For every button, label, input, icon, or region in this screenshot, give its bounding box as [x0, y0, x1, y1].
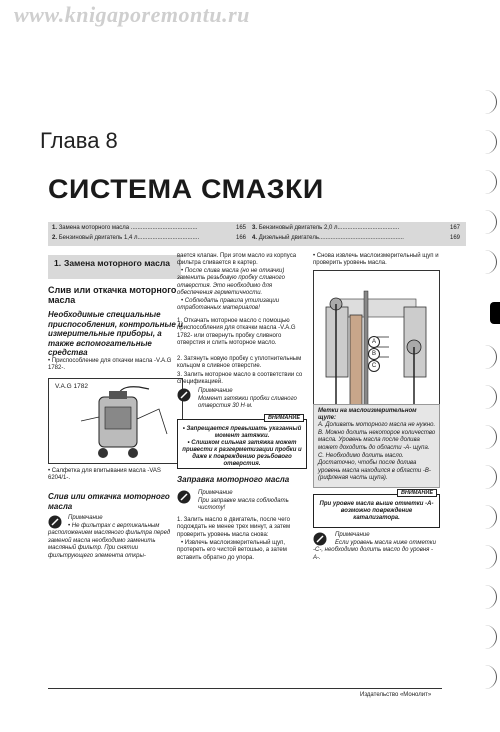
toc-item: 2. Бензиновый двигатель 1,4 л..................................... — [52, 235, 200, 241]
toc-item: 1. Замена моторного масла ........................................ — [52, 225, 198, 231]
paragraph: • Снова извлечь маслоизмерительный щуп и проверить уровень масла. — [313, 253, 439, 267]
toc-page: 165 — [236, 225, 247, 231]
page-edge-mark — [482, 425, 497, 449]
page-edge-mark — [482, 90, 497, 114]
page-edge-mark — [482, 170, 497, 194]
caption-item: B. Можно долить некоторое количество масла. Уровень масла после долива может доходить до области -A- щупа. — [318, 430, 436, 451]
caption-item: C. Необходимо долить масло. Достаточно, чтобы после долива уровень масла находился в области -B- (рифленая часть щупа). — [318, 453, 431, 482]
watermark: www.knigaporemontu.ru — [14, 2, 250, 27]
vag1782-figure — [48, 378, 183, 464]
paragraph: вается клапан. При этом масло из корпуса фильтра сливается в картер. — [177, 253, 297, 267]
chapter-label: Глава 8 — [40, 128, 118, 153]
note-text: • Не фильтрах с вертикальным расположением масляного фильтра перед заменой масла необходимо заменить масляный фильтр. При снятии фильтрующего элемента откры- — [48, 523, 171, 559]
page-edge-mark — [482, 545, 497, 569]
table-of-contents — [48, 222, 466, 246]
footer-rule — [48, 688, 442, 689]
section-title-box: 1. Замена моторного масла — [48, 255, 181, 279]
warning-text: • Слишком сильная затяжка может привести к разгерметизации пробки и даже к повреждению резьбового отверстия. — [182, 440, 302, 467]
paragraph: 2. Затянуть новую пробку с уплотнительным кольцом в сливное отверстие. — [177, 356, 302, 370]
page-title: СИСТЕМА СМАЗКИ — [48, 174, 324, 204]
chapter-tab — [490, 302, 500, 324]
paragraph: • Приспособление для откачки масла -V.A.G 1782-. — [48, 358, 172, 372]
note-text: Момент затяжки пробки сливного отверстия 30 Н·м. — [198, 396, 297, 410]
page-edge-mark — [482, 505, 497, 529]
page-edge-mark — [482, 210, 497, 234]
note-label: Примечание — [198, 490, 233, 496]
paragraph: 1. Откачать моторное масло с помощью приспособления для откачки масла -V.A.G 1782- или отвернуть пробку сливного отверстия и слить моторное масло. — [177, 318, 296, 347]
callout-a: A — [368, 336, 380, 348]
warning-box — [177, 415, 307, 469]
paragraph: 1. Залить масло в двигатель, после чего подождать не менее трех минут, а затем проверить уровень масла снова: — [177, 517, 291, 538]
warning-text: • Запрещается превышать указанный момент затяжки. — [182, 426, 302, 439]
subheading: Необходимые специальные приспособления, контрольные и измерительные приборы, а также вспомогательные средства — [48, 310, 183, 357]
page-edge-mark — [482, 130, 497, 154]
paragraph: 3. Залить моторное масло в соответствии со спецификацией. — [177, 372, 303, 386]
warning-box — [313, 490, 440, 528]
page-edge-mark — [482, 665, 497, 689]
page-edge-mark — [482, 625, 497, 649]
paragraph: • Соблюдать правила утилизации отработанных материалов! — [177, 298, 280, 312]
toc-item: 4. Дизельный двигатель................................................... — [252, 235, 404, 241]
callout-b: B — [368, 348, 380, 360]
warning-tag: ВНИМАНИЕ — [397, 489, 437, 497]
warning-text: При уровне масла выше отметки -A- возможно повреждение катализатора. — [319, 501, 434, 521]
subheading: Слив или откачка моторного масла — [48, 492, 170, 511]
note-label: Примечание — [198, 388, 233, 394]
page-edge-mark — [482, 465, 497, 489]
callout-c: C — [368, 360, 380, 372]
toc-item: 3. Бензиновый двигатель 2,0 л..................................... — [252, 225, 400, 231]
figure-label: V.A.G 1782 — [55, 383, 89, 390]
page-edge-mark — [482, 250, 497, 274]
warning-tag: ВНИМАНИЕ — [264, 414, 304, 422]
toc-page: 166 — [236, 235, 247, 241]
caption-item: A. Доливать моторного масла не нужно. — [318, 422, 436, 428]
paragraph: • После слива масла (но не откачки) заменить резьбовую пробку сливного отверстия. Это необходимо для обеспечения герметичности. — [177, 268, 285, 297]
page-edge-mark — [482, 585, 497, 609]
paragraph: • Извлечь маслоизмерительный щуп, протереть его чистой ветошью, а затем вставить обратно до упора. — [177, 540, 287, 561]
dipstick-figure — [313, 270, 440, 406]
note-pencil-icon — [177, 388, 191, 402]
paragraph: • Салфетка для впитывания масла -VAS 6204/1-. — [48, 468, 161, 482]
figure-caption — [313, 404, 440, 488]
note-text: При заправке масла соблюдать чистоту! — [198, 498, 289, 512]
toc-page: 167 — [450, 225, 461, 231]
page-edge-mark — [482, 345, 497, 369]
note-label: Примечание — [68, 515, 103, 521]
section-heading: Слив или откачка моторного масла — [48, 285, 177, 305]
oil-extractor-illustration — [49, 379, 182, 463]
note-pencil-icon — [177, 490, 191, 504]
page-edge-mark — [482, 385, 497, 409]
note-text: Если уровень масла ниже отметки -C-, необходимо долить масло до уровня -A-. — [313, 540, 436, 561]
section-heading: Заправка моторного масла — [177, 475, 290, 484]
note-label: Примечание — [335, 532, 370, 538]
toc-page: 169 — [450, 235, 461, 241]
caption-title: Метки на маслоизмерительном щупе: — [318, 408, 417, 422]
footer-publisher: Издательство «Монолит» — [360, 692, 432, 698]
